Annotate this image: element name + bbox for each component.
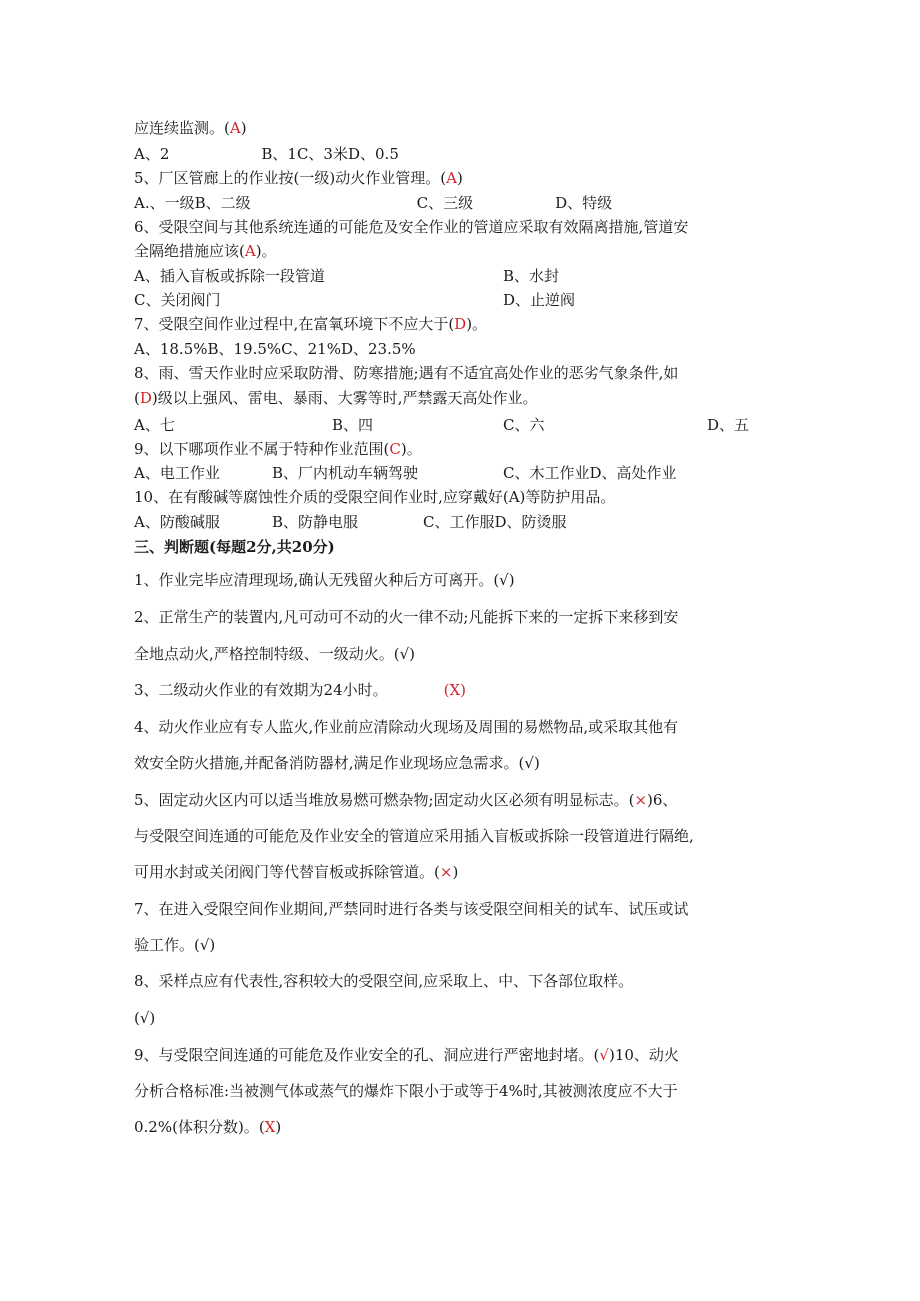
text: 应连续监测。( xyxy=(134,119,230,137)
option: D、特级 xyxy=(555,194,613,212)
tf-item-7-line-1: 7、在进入受限空间作业期间,严禁同时进行各类与该受限空间相关的试车、试压或试 xyxy=(134,900,689,918)
text: )级以上强风、雷电、暴雨、大雾等时,严禁露天高处作业。 xyxy=(151,389,538,407)
question-4-tail xyxy=(134,118,247,138)
question-8-option-a: A、七 xyxy=(134,416,175,434)
question-9-option-b: B、厂内机动车辆驾驶 xyxy=(272,464,419,482)
answer-mark: X xyxy=(264,1118,276,1136)
tf-item-2-line-2: 全地点动火,严格控制特级、一级动火。(√) xyxy=(134,645,416,663)
tf-item-2-line-1: 2、正常生产的装置内,凡可动可不动的火一律不动;凡能拆下来的一定拆下来移到安 xyxy=(134,608,679,626)
answer-mark: √ xyxy=(599,1046,609,1064)
question-8-option-c: C、六 xyxy=(503,416,545,434)
answer-mark: (X) xyxy=(443,681,467,699)
tf-item-7-line-2: 验工作。(√) xyxy=(134,936,216,954)
question-8-line-1: 8、雨、雪天作业时应采取防滑、防寒措施;遇有不适宜高处作业的恶劣气象条件,如 xyxy=(134,364,679,382)
text: )10、动火 xyxy=(608,1046,679,1064)
answer-mark: D xyxy=(139,389,152,407)
text: 可用水封或关闭阀门等代替盲板或拆除管道。( xyxy=(134,863,440,881)
text: )。 xyxy=(400,440,422,458)
question-6-option-b: B、水封 xyxy=(503,267,560,285)
tf-item-8-line-2: (√) xyxy=(134,1009,156,1027)
question-6-line-1: 6、受限空间与其他系统连通的可能危及安全作业的管道应采取有效隔离措施,管道安 xyxy=(134,218,689,236)
question-6-option-d: D、止逆阀 xyxy=(503,291,576,309)
question-9-option-cd: C、木工作业D、高处作业 xyxy=(503,464,677,482)
answer-mark: C xyxy=(389,440,401,458)
text: ) xyxy=(240,119,247,137)
tf-item-9 xyxy=(134,1045,679,1065)
option: A、2 xyxy=(134,145,170,163)
question-8-option-b: B、四 xyxy=(332,416,374,434)
question-6-line-2 xyxy=(134,241,277,261)
text: ( xyxy=(134,389,140,407)
tf-item-3 xyxy=(134,680,466,700)
tf-item-1: 1、作业完毕应清理现场,确认无残留火种后方可离开。(√) xyxy=(134,571,515,589)
text: 5、厂区管廊上的作业按(一级)动火作业管理。( xyxy=(134,169,447,187)
text: 7、受限空间作业过程中,在富氧环境下不应大于( xyxy=(134,315,455,333)
question-10-option-cd: C、工作服D、防烫服 xyxy=(423,513,567,531)
question-10-option-a: A、防酸碱服 xyxy=(134,513,220,531)
tf-item-4-line-2: 效安全防火措施,并配备消防器材,满足作业现场应急需求。(√) xyxy=(134,754,540,772)
text: 全隔绝措施应该( xyxy=(134,242,245,260)
question-5 xyxy=(134,168,463,188)
text: )。 xyxy=(466,315,488,333)
question-9 xyxy=(134,439,422,459)
answer-mark: A xyxy=(229,119,241,137)
answer-mark: × xyxy=(634,791,648,809)
question-5-options xyxy=(134,193,612,213)
text: 9、以下哪项作业不属于特种作业范围( xyxy=(134,440,390,458)
text: )6、 xyxy=(647,791,678,809)
tf-item-10-line-2: 分析合格标准:当被测气体或蒸气的爆炸下限小于或等于4%时,其被测浓度应不大于 xyxy=(134,1082,678,1100)
text: 0.2%(体积分数)。( xyxy=(134,1118,265,1136)
question-9-option-a: A、电工作业 xyxy=(134,464,220,482)
option: B、1C、3米D、0.5 xyxy=(261,145,399,163)
tf-item-8-line-1: 8、采样点应有代表性,容积较大的受限空间,应采取上、中、下各部位取样。 xyxy=(134,972,634,990)
question-8-option-d: D、五 xyxy=(707,416,750,434)
text: ) xyxy=(452,863,459,881)
answer-mark: A xyxy=(446,169,457,187)
text: ) xyxy=(275,1118,282,1136)
answer-mark: D xyxy=(454,315,467,333)
text: )。 xyxy=(255,242,277,260)
question-6-option-a: A、插入盲板或拆除一段管道 xyxy=(134,267,325,285)
answer-mark: A xyxy=(244,242,256,260)
question-4-options xyxy=(134,144,399,164)
section-heading: 三、判断题(每题2分,共20分) xyxy=(134,538,335,556)
tf-item-4-line-1: 4、动火作业应有专人监火,作业前应清除动火现场及周围的易燃物品,或采取其他有 xyxy=(134,718,679,736)
text: 5、固定动火区内可以适当堆放易燃可燃杂物;固定动火区必须有明显标志。( xyxy=(134,791,635,809)
question-7 xyxy=(134,314,487,334)
tf-item-10-line-3 xyxy=(134,1117,281,1137)
question-10: 10、在有酸碱等腐蚀性介质的受限空间作业时,应穿戴好(A)等防护用品。 xyxy=(134,488,616,506)
tf-item-6-line-2: 与受限空间连通的可能危及作业安全的管道应采用插入盲板或拆除一段管道进行隔绝, xyxy=(134,827,694,845)
text: ) xyxy=(456,169,463,187)
question-7-options: A、18.5%B、19.5%C、21%D、23.5% xyxy=(134,340,416,358)
question-10-option-b: B、防静电服 xyxy=(272,513,359,531)
text: 9、与受限空间连通的可能危及作业安全的孔、洞应进行严密地封堵。( xyxy=(134,1046,600,1064)
option: A.、一级B、二级 xyxy=(134,194,251,212)
tf-item-6-line-3 xyxy=(134,862,458,882)
question-8-line-2 xyxy=(134,388,538,408)
question-6-option-c: C、关闭阀门 xyxy=(134,291,221,309)
text: 3、二级动火作业的有效期为24小时。 xyxy=(134,681,388,699)
tf-item-5 xyxy=(134,790,677,810)
answer-mark: × xyxy=(439,863,453,881)
option: C、三级 xyxy=(416,194,474,212)
